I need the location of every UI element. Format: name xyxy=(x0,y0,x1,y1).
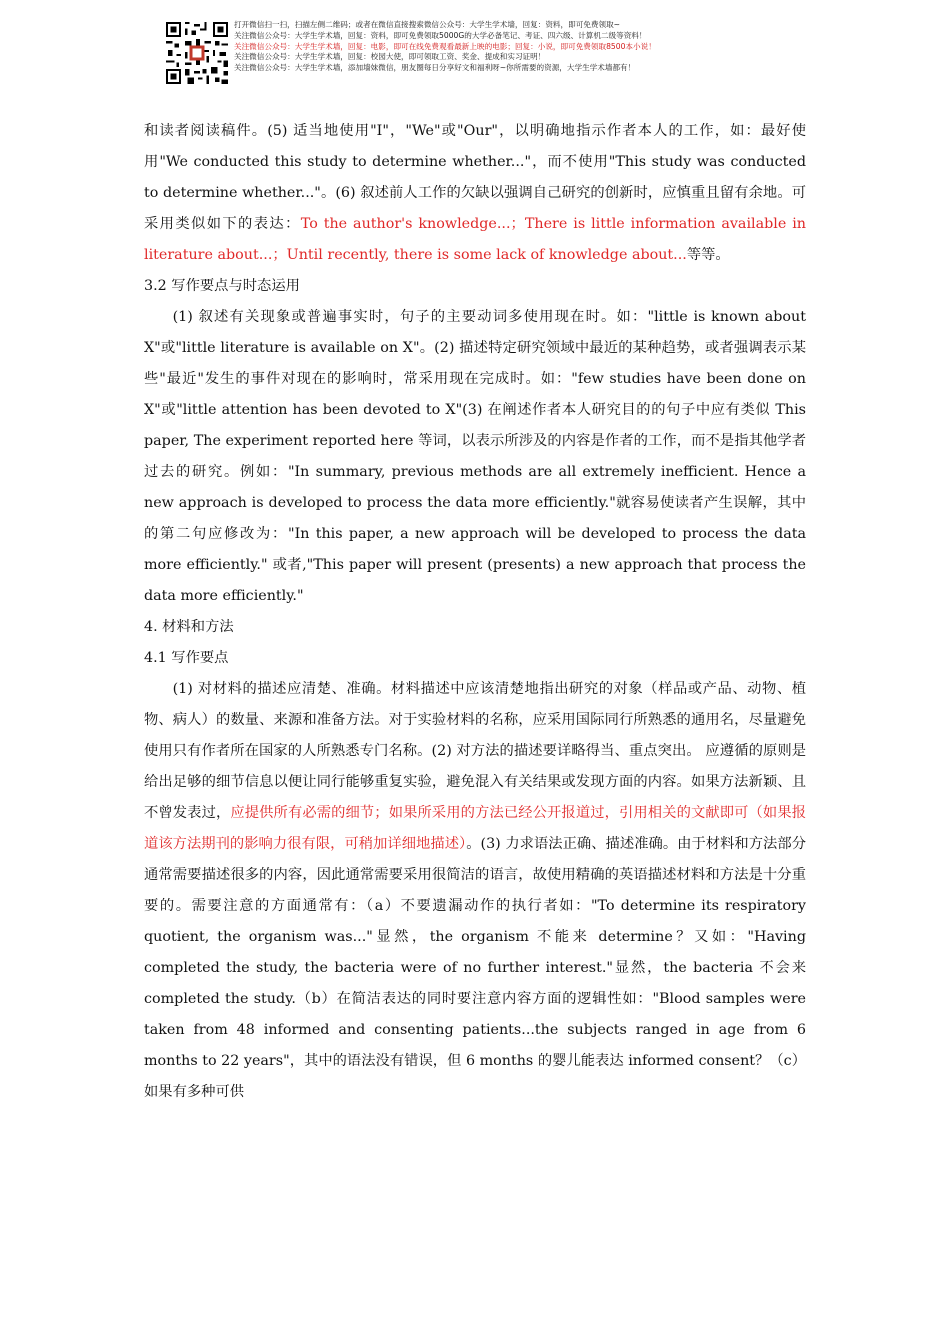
paragraph-text: (1) 对材料的描述应清楚、准确。材料描述中应该清楚地指出研究的对象（样品或产品、动物、植物、病人）的数量、来源和准备方法。对于实验材料的名称，应采用国际同行所熟悉的通用名，尽量避免使用只有作者所在国家的人所熟悉专门名称。(2) 对方法的描述要详略得当、重点突出。 应遵循的原则是给出足够的细节信息以便让同行能够重复实验，避免混入有关结果或发现方面的内容。如果方法新颖、且不曾发表过， xyxy=(144,681,806,821)
section-heading-3-2: 3.2 写作要点与时态运用 xyxy=(144,278,300,294)
highlighted-expressions: To the author's knowledge...；There is little information available in literature about...；Until recently, there is some lack of knowledge about... xyxy=(144,216,806,263)
section-heading-4: 4. 材料和方法 xyxy=(144,619,234,635)
section-heading-4-1: 4.1 写作要点 xyxy=(144,650,229,666)
promo-line: 打开微信扫一扫，扫描左侧二维码；或者在微信直接搜索微信公众号：大学生学术墙，回复：资料，即可免费领取~ xyxy=(234,20,621,29)
promo-line: 关注微信公众号：大学生学术墙，添加墙妹微信，朋友圈每日分享好文和福利呀~你所需要的资源，大学生学术墙都有！ xyxy=(234,63,636,73)
promo-text xyxy=(234,20,656,88)
promo-line: 关注微信公众号：大学生学术墙，回复：资料，即可免费领取5000G的大学必备笔记、考证、四六级、计算机二级等资料！ xyxy=(234,30,647,40)
highlighted-guideline: 应提供所有必需的细节；如果所采用的方法已经公开报道过，引用相关的文献即可（如果报道该方法期刊的影响力很有限，可稍加详细地描述） xyxy=(144,805,807,852)
promo-header xyxy=(166,20,656,88)
paragraph-tense-usage: (1) 叙述有关现象或普遍事实时，句子的主要动词多使用现在时。如："little is known about X"或"little literature is available on X"。(2) 描述特定研究领域中最近的某种趋势，或者强调表示某些"最近"发生的事件对现在的影响时，常采用现在完成时。如："few studies have been done on X"或"little attention has been devoted to X"(3) 在阐述作者本人研究目的的句子中应有类似 This paper, The experiment reported here 等词，以表示所涉及的内容是作者的工作，而不是指其他学者过去的研究。例如："In summary, previous methods are all extremely inefficient. Hence a new approach is developed to process the data more efficiently."就容易使读者产生误解，其中的第二句应修改为："In this paper, a new approach will be developed to process the data more efficiently." 或者,"This paper will present (presents) a new approach that process the data more efficiently." xyxy=(144,309,806,604)
promo-line: 关注微信公众号：大学生学术墙，回复：电影，即可在线免费观看最新上映的电影；回复：小说，即可免费领取8500本小说！ xyxy=(234,41,656,51)
paragraph-text: 等等。 xyxy=(686,247,730,263)
promo-line: 关注微信公众号：大学生学术墙，回复：校园大使，即可领取工资、奖金、提成和实习证明！ xyxy=(234,52,546,62)
paragraph-text: 和读者阅读稿件。(5) 适当地使用"I"，"We"或"Our"，以明确地指示作者本人的工作，如：最好使用"We conducted this study to determine whether..."，而不使用"This study was conducted to determine whether..."。(6) 叙述前人工作的欠缺以强调自己研究的创新时，应慎重且留有余地。可采用类似如下的表达： xyxy=(144,123,806,232)
document-body xyxy=(144,116,806,1108)
paragraph-text: 。(3) 力求语法正确、描述准确。由于材料和方法部分通常需要描述很多的内容，因此通常需要采用很简洁的语言，故使用精确的英语描述材料和方法是十分重要的。需要注意的方面通常有：（a）不要遗漏动作的执行者如："To determine its respiratory quotient, the organism was..."显然，the organism 不能来 determine？又如："Having completed the study, the bacteria were of no further interest."显然，the bacteria 不会来 completed the study.（b）在简洁表达的同时要注意内容方面的逻辑性如："Blood samples were taken from 48 informed and consenting patients...the subjects ranged in age from 6 months to 22 years"，其中的语法没有错误，但 6 months 的婴儿能表达 informed consent？（c）如果有多种可供 xyxy=(144,836,806,1100)
qr-code-icon[interactable] xyxy=(166,22,228,84)
paragraph-materials-methods xyxy=(144,674,806,1108)
paragraph-intro-tips xyxy=(144,116,806,271)
